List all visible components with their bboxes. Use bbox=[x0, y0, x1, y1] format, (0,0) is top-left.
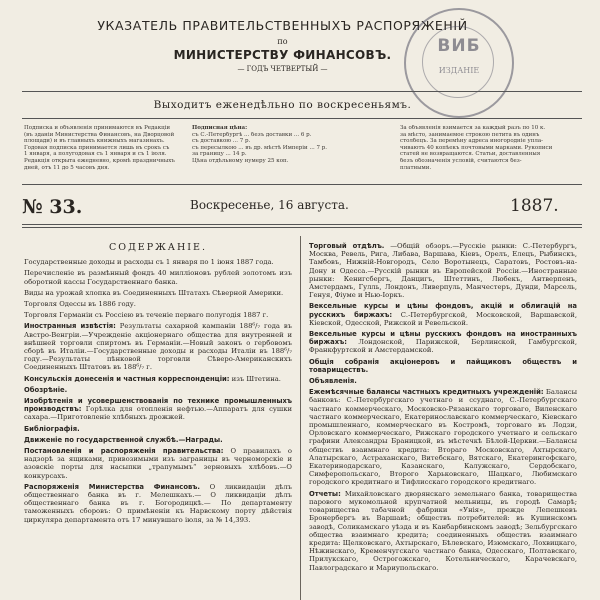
entry-heading: Обозрѣніе. bbox=[24, 385, 68, 394]
price-line: съ С.-Петербургѣ ... безъ доставки ... 6 р. bbox=[192, 131, 312, 138]
subscription-line: площади) и въ главныхъ книжныхъ магазинахъ. bbox=[24, 138, 165, 145]
entry-heading: Вексельные курсы и цѣны фондовъ, акцій и облигацій на русскихъ биржахъ: bbox=[309, 302, 577, 319]
left-paragraphs bbox=[24, 258, 292, 524]
entry-heading: Ежемѣсячные балансы частныхъ кредитныхъ учрежденій: bbox=[309, 388, 544, 397]
contents-entry bbox=[24, 258, 292, 266]
entry-text: Государственные доходы и расходы съ 1 января по 1 іюня 1887 года. bbox=[24, 258, 274, 267]
subscription-line: (въ зданіи Министерства Финансовъ, на Дворцовой bbox=[24, 131, 175, 138]
entry-heading: Движеніе по государственной службѣ.—Награды. bbox=[24, 435, 223, 444]
entry-text: Перечисленіе въ размѣнный фондъ 40 милліоновъ рублей золотомъ изъ оборотной кассы Государственнаго банка. bbox=[24, 269, 292, 286]
contents-entry bbox=[24, 375, 292, 383]
subscription-line: 1 января, а полугодовая съ 1 января и съ 1 іюля. bbox=[24, 151, 167, 158]
stamp-caption: ИЗДАНІЕ bbox=[438, 66, 480, 75]
entry-text: Балансы банковъ: С.-Петербургскаго учетнаго и ссуднаго, С.-Петербургскаго частнаго коммерческаго, Московско-Рязанскаго торговаго, Виленскаго частнаго коммерческаго, Екатеринославскаго коммерческаго, Кіевскаго промышленнаго, коммерческаго въ Костромѣ, торговаго въ Лодзи, Орловскаго коммерческаго, Рижскаго городского учетнаго и сельскаго графини Александры Браницкой, въ мѣстечкѣ Бѣлой-Церкви.—Балансы обществъ взаимнаго кредита: Втораго Московскаго, Ахтырскаго, Алатырскаго, Астраханскаго, Витебскаго, Вятскаго, Екатерингофскаго, Екатеринодарскаго, Казанскаго, Калужскаго, Сердобскаго, Симферопольскаго, Второго Харьковскаго, Шацкаго, Любимскаго городского кредитнаго и Тифлисскаго городского кредитнаго. bbox=[309, 388, 577, 487]
subscription-line: Подписка и объявленія принимаются въ Редакціи bbox=[24, 125, 171, 131]
entry-text: Торговля Одессы въ 1886 году. bbox=[24, 300, 136, 309]
entry-heading: Библіографія. bbox=[24, 424, 80, 433]
ad-terms-line: статей не возвращаются. Статьи, доставленныя bbox=[400, 151, 541, 158]
entry-heading: Иностранныя извѣстія: bbox=[24, 322, 116, 331]
publication-frequency: Выходитъ еженедѣльно по воскресеньямъ. bbox=[153, 99, 412, 111]
masthead-title: УКАЗАТЕЛЬ ПРАВИТЕЛЬСТВЕННЫХЪ РАСПОРЯЖЕНІЙ bbox=[97, 18, 468, 33]
entry-text: Результаты сахарной кампаніи 188⁶/₇ года въ Австро-Венгріи.—Учрежденіе акціонернаго общества для внутренней и внѣшней торговли спиртомъ въ Германіи.—Новый законъ о гербовомъ сборѣ въ Италіи.—Государственные доходы и расходы Италіи въ 188⁶/₇ году.—Результаты пѣнковой торговли Сѣверо-Американскихъ Соединенныхъ Штатовъ въ 188⁶/₇ г. bbox=[24, 322, 293, 372]
contents-entry bbox=[24, 425, 292, 433]
right-paragraphs bbox=[309, 242, 577, 572]
header-rule-middle bbox=[22, 118, 582, 119]
entry-heading: Вексельные курсы и цѣны русскихъ фондовъ на иностранныхъ биржахъ: bbox=[309, 330, 577, 347]
entry-heading: Консульскія донесенія и частныя корреспонденціи: bbox=[24, 374, 230, 383]
contents-entry bbox=[24, 386, 292, 394]
price-line: съ доставкою ... 7 р. bbox=[192, 138, 251, 145]
entry-text: Лондонской, Парижской, Берлинской, Гамбургской, Франкфуртской и Амстердамской. bbox=[309, 338, 577, 355]
contents-entry bbox=[309, 490, 577, 572]
entry-text: Виды на урожай хлопка въ Соединенныхъ Штатахъ Сѣверной Америки. bbox=[24, 288, 284, 297]
contents-entry bbox=[24, 289, 292, 297]
subscription-line: дней, отъ 11 до 5 часовъ дня. bbox=[24, 164, 110, 171]
contents-entry bbox=[24, 483, 292, 524]
contents-entry bbox=[24, 322, 292, 371]
contents-entry bbox=[24, 436, 292, 444]
contents-right-column bbox=[309, 242, 577, 575]
ad-terms-line: платными. bbox=[400, 164, 432, 171]
entry-heading: Объявленія. bbox=[309, 377, 357, 386]
ad-terms-line: за мѣсто, занимаемое строкою петита въ одинъ bbox=[400, 131, 540, 138]
contents-entry bbox=[309, 302, 577, 327]
entry-text: —Общій обзоръ.—Русскіе рынки: С.-Петербургъ, Москва, Ревель, Рига, Либава, Варшава, Кіевъ, Орелъ, Елецъ, Рыбинскъ, Тамбовъ, Нижній-Новгородъ, Село Воротынецъ, Саратовъ, Ростовъ-на-Дону и Одесса.—Русскій рынки въ Европейской Россіи.—Иностранные рынки: Кенигсбергъ, Данцигъ, Штеттинъ, Любекъ, Антверпенъ, Амстердамъ, Гулль, Лондонъ, Ливерпуль, Манчестеръ, Дунди, Марсель, Генуя, Фіуме и Нью-Іоркъ. bbox=[309, 242, 577, 300]
entry-heading: Изобрѣтенія и усовершенствованія по технике промышленныхъ производствъ: bbox=[24, 397, 292, 414]
masthead-po: по bbox=[277, 37, 288, 46]
entry-text: С.-Петербургской, Московской, Варшавской, Кіевской, Одесской, Рижской и Ревельской. bbox=[309, 310, 577, 327]
header-rule-bottom bbox=[22, 184, 582, 185]
entry-heading: Отчеты: bbox=[309, 489, 341, 498]
issue-date: Воскресенье, 16 августа. bbox=[190, 198, 349, 212]
ad-terms-line: За объявленія взимается за каждый разъ по 10 к. bbox=[400, 125, 546, 131]
subscription-line: Годовая подписка принимается лишь въ срокъ съ bbox=[24, 144, 170, 151]
issue-number: № 33. bbox=[22, 196, 83, 218]
entry-heading: Общія собранія акціонеровъ и пайщиковъ обществъ и товариществъ. bbox=[309, 357, 577, 374]
entry-text: Торговля Германіи съ Россіею въ теченіе перваго полугодія 1887 г. bbox=[24, 311, 269, 320]
price-title: Подписная цѣна: bbox=[192, 125, 248, 131]
masthead-ministry: МИНИСТЕРСТВУ ФИНАНСОВЪ. bbox=[173, 48, 392, 62]
contents-entry bbox=[24, 269, 292, 285]
contents-entry bbox=[24, 397, 292, 422]
ad-terms-line: чиваютъ 40 копѣекъ почтовыми марками. Рукописи bbox=[400, 144, 553, 151]
entry-heading: Торговый отдѣлъ. bbox=[309, 242, 385, 250]
issue-rule-1 bbox=[22, 224, 582, 225]
entry-heading: Распоряженія Министерства Финансовъ. bbox=[24, 482, 200, 491]
price-line: Цѣна отдѣльному нумеру 25 коп. bbox=[192, 157, 289, 164]
contents-entry bbox=[24, 311, 292, 319]
entry-text: Михайловскаго дворянскаго земельнаго банка, товарищества парового мукомольной крупчатной мельницы, въ городѣ Самарѣ; товарищества табачной фабрики «Унія», прежде Лепешкевъ Бронербергъ въ Варшавѣ; обществъ потребителей: въ Кушинскомъ заводѣ, Соликамскаго уѣзда и въ Канбарбинскомъ заводѣ; Зельбургскаго общества взаимнаго кредита; соединенныхъ обществъ взаимнаго кредита: Щелковскаго, Ахтырскаго, Бѣлевскаго, Изюмскаго, Лохвицкаго, Нѣжинскаго, Кременчугскаго частнаго банка, Одесскаго, Полтавскаго, Прилукскаго, Острогожскаго, Котельническаго, Карачевскаго, Павлоградскаго и Мариупольскаго. bbox=[309, 489, 577, 572]
contents-entry bbox=[309, 330, 577, 355]
contents-entry bbox=[309, 388, 577, 486]
header-rule-top bbox=[22, 91, 582, 92]
contents-entry bbox=[309, 358, 577, 374]
price-line: за границу ... 14 р. bbox=[192, 151, 247, 158]
contents-left-column bbox=[24, 242, 292, 527]
issue-rule-2 bbox=[22, 227, 582, 228]
entry-text: О ликвидаціи дѣлъ общественнаго банка въ г. Мелешкахъ.— О ликвидаціи дѣлъ общественнаго банка въ г. Богородицкѣ.— По департаменту таможенныхъ сборовъ: О примѣненіи къ Нарвскому порту дѣйствія циркуляра департамента отъ 17 минувшаго іюля, за № 14,393. bbox=[24, 482, 292, 524]
masthead-year: — ГОДЪ ЧЕТВЕРТЫЙ — bbox=[237, 65, 328, 73]
subscription-prices bbox=[192, 125, 388, 165]
entry-text: Горѣлка для отопленія нефтью.—Аппаратъ для сушки сахара.—Приготовленіе хлѣбныхъ дрожжей. bbox=[24, 405, 292, 422]
price-line: съ пересылкою ... въ др. мѣстѣ Имперіи ... 7 р. bbox=[192, 144, 327, 151]
advertisement-terms bbox=[400, 125, 576, 171]
entry-text: О правилахъ о надзорѣ за ящиками, привозимыми изъ заграницы въ черноморскіе и азовскіе порты для насыпки „трапумымъ“ зерновыхъ хлѣбовъ.—О конкурсахъ. bbox=[24, 447, 293, 480]
subscription-line: Редакція открыта ежедневно, кромѣ праздничныхъ bbox=[24, 157, 175, 164]
entry-text: изъ Штетина. bbox=[231, 374, 281, 383]
issue-year: 1887. bbox=[510, 196, 559, 216]
contents-entry bbox=[309, 242, 577, 299]
ad-terms-line: столбецъ. За перемѣну адреса иногородніе упла- bbox=[400, 138, 543, 145]
contents-entry bbox=[309, 377, 577, 385]
entry-heading: Постановленія и распоряженія правительства: bbox=[24, 447, 224, 456]
contents-entry bbox=[24, 447, 292, 480]
contents-title: СОДЕРЖАНІЕ. bbox=[109, 242, 207, 253]
subscription-info bbox=[24, 125, 184, 171]
ad-terms-line: безъ обозначенія условій, считаются без- bbox=[400, 157, 522, 164]
column-separator bbox=[300, 236, 301, 600]
stamp-main-text: ВИБ bbox=[437, 36, 481, 56]
contents-entry bbox=[24, 300, 292, 308]
